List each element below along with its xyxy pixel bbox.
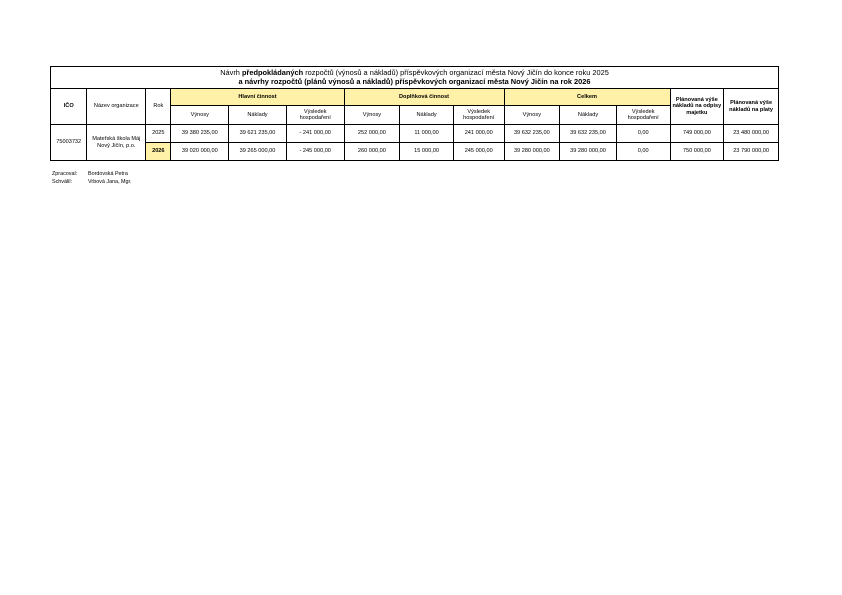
- cell-dc-vysledek: 241 000,00: [453, 125, 504, 143]
- cell-ico: 75003732: [51, 125, 87, 161]
- subheader-c-vysledek: Výsledek hospodaření: [616, 106, 670, 125]
- table-row: [51, 143, 779, 161]
- subheader-dc-naklady: Náklady: [400, 106, 454, 125]
- budget-table: [50, 66, 779, 161]
- header-planovana-platy: Plánovaná výše nákladů na platy: [724, 89, 779, 125]
- subheader-dc-vynosy: Výnosy: [344, 106, 400, 125]
- subheader-c-vynosy: Výnosy: [504, 106, 560, 125]
- cell-odpisy: 749 000,00: [670, 125, 724, 143]
- title-bold-word: předpokládaných: [241, 67, 304, 77]
- header-ico: IČO: [51, 89, 87, 125]
- cell-dc-naklady: 15 000,00: [400, 143, 454, 161]
- title-line-2: a návrhy rozpočtů (plánů výnosů a nákladů) příspěvkových organizací města Nový Jičín na rok 2026: [238, 76, 591, 86]
- cell-dc-vynosy: 252 000,00: [344, 125, 400, 143]
- header-planovana-odpisy: Plánovaná výše nákladů na odpisy majetku: [670, 89, 724, 125]
- title-prefix: Návrh: [220, 67, 242, 77]
- cell-rok: 2025: [146, 125, 171, 143]
- cell-rok: 2026: [146, 143, 171, 161]
- cell-c-vysledek: 0,00: [616, 125, 670, 143]
- table-title: [51, 67, 779, 89]
- cell-dc-vysledek: 245 000,00: [453, 143, 504, 161]
- zpracoval-label: Zpracoval:: [52, 171, 78, 177]
- cell-hc-vysledek: - 241 000,00: [286, 125, 344, 143]
- cell-dc-naklady: 11 000,00: [400, 125, 454, 143]
- cell-hc-vynosy: 39 380 235,00: [171, 125, 229, 143]
- header-rok: Rok: [146, 89, 171, 125]
- subheader-hc-naklady: Náklady: [229, 106, 287, 125]
- budget-sheet: [50, 66, 779, 161]
- cell-c-vynosy: 39 280 000,00: [504, 143, 560, 161]
- cell-hc-vysledek: - 245 000,00: [286, 143, 344, 161]
- schvalil-value: Vrbová Jana, Mgr.: [88, 179, 132, 185]
- subheader-c-naklady: Náklady: [560, 106, 617, 125]
- zpracoval-value: Bordovská Petra: [88, 171, 128, 177]
- header-hlavni-cinnost: Hlavní činnost: [171, 89, 344, 106]
- cell-hc-naklady: 39 621 235,00: [229, 125, 287, 143]
- cell-c-naklady: 39 280 000,00: [560, 143, 617, 161]
- footer-zpracoval: [52, 170, 132, 178]
- table-row: [51, 125, 779, 143]
- footer-schvalil: [52, 178, 132, 186]
- cell-platy: 23 790 000,00: [724, 143, 779, 161]
- cell-odpisy: 750 000,00: [670, 143, 724, 161]
- subheader-hc-vynosy: Výnosy: [171, 106, 229, 125]
- cell-c-vynosy: 39 632 235,00: [504, 125, 560, 143]
- title-suffix: rozpočtů (výnosů a nákladů) příspěvkových organizací města Nový Jičín do konce roku 2025: [303, 67, 609, 77]
- cell-hc-vynosy: 39 020 000,00: [171, 143, 229, 161]
- cell-org-name: Mateřská škola Máj Nový Jičín, p.o.: [87, 125, 146, 161]
- cell-c-naklady: 39 632 235,00: [560, 125, 617, 143]
- cell-hc-naklady: 39 265 000,00: [229, 143, 287, 161]
- schvalil-label: Schválil:: [52, 179, 73, 185]
- header-celkem: Celkem: [504, 89, 670, 106]
- header-doplnkova-cinnost: Doplňková činnost: [344, 89, 504, 106]
- cell-platy: 23 480 000,00: [724, 125, 779, 143]
- subheader-hc-vysledek: Výsledek hospodaření: [286, 106, 344, 125]
- footer-signatures: [52, 170, 132, 186]
- header-nazev: Název organizace: [87, 89, 146, 125]
- cell-c-vysledek: 0,00: [616, 143, 670, 161]
- subheader-dc-vysledek: Výsledek hospodaření: [453, 106, 504, 125]
- cell-dc-vynosy: 260 000,00: [344, 143, 400, 161]
